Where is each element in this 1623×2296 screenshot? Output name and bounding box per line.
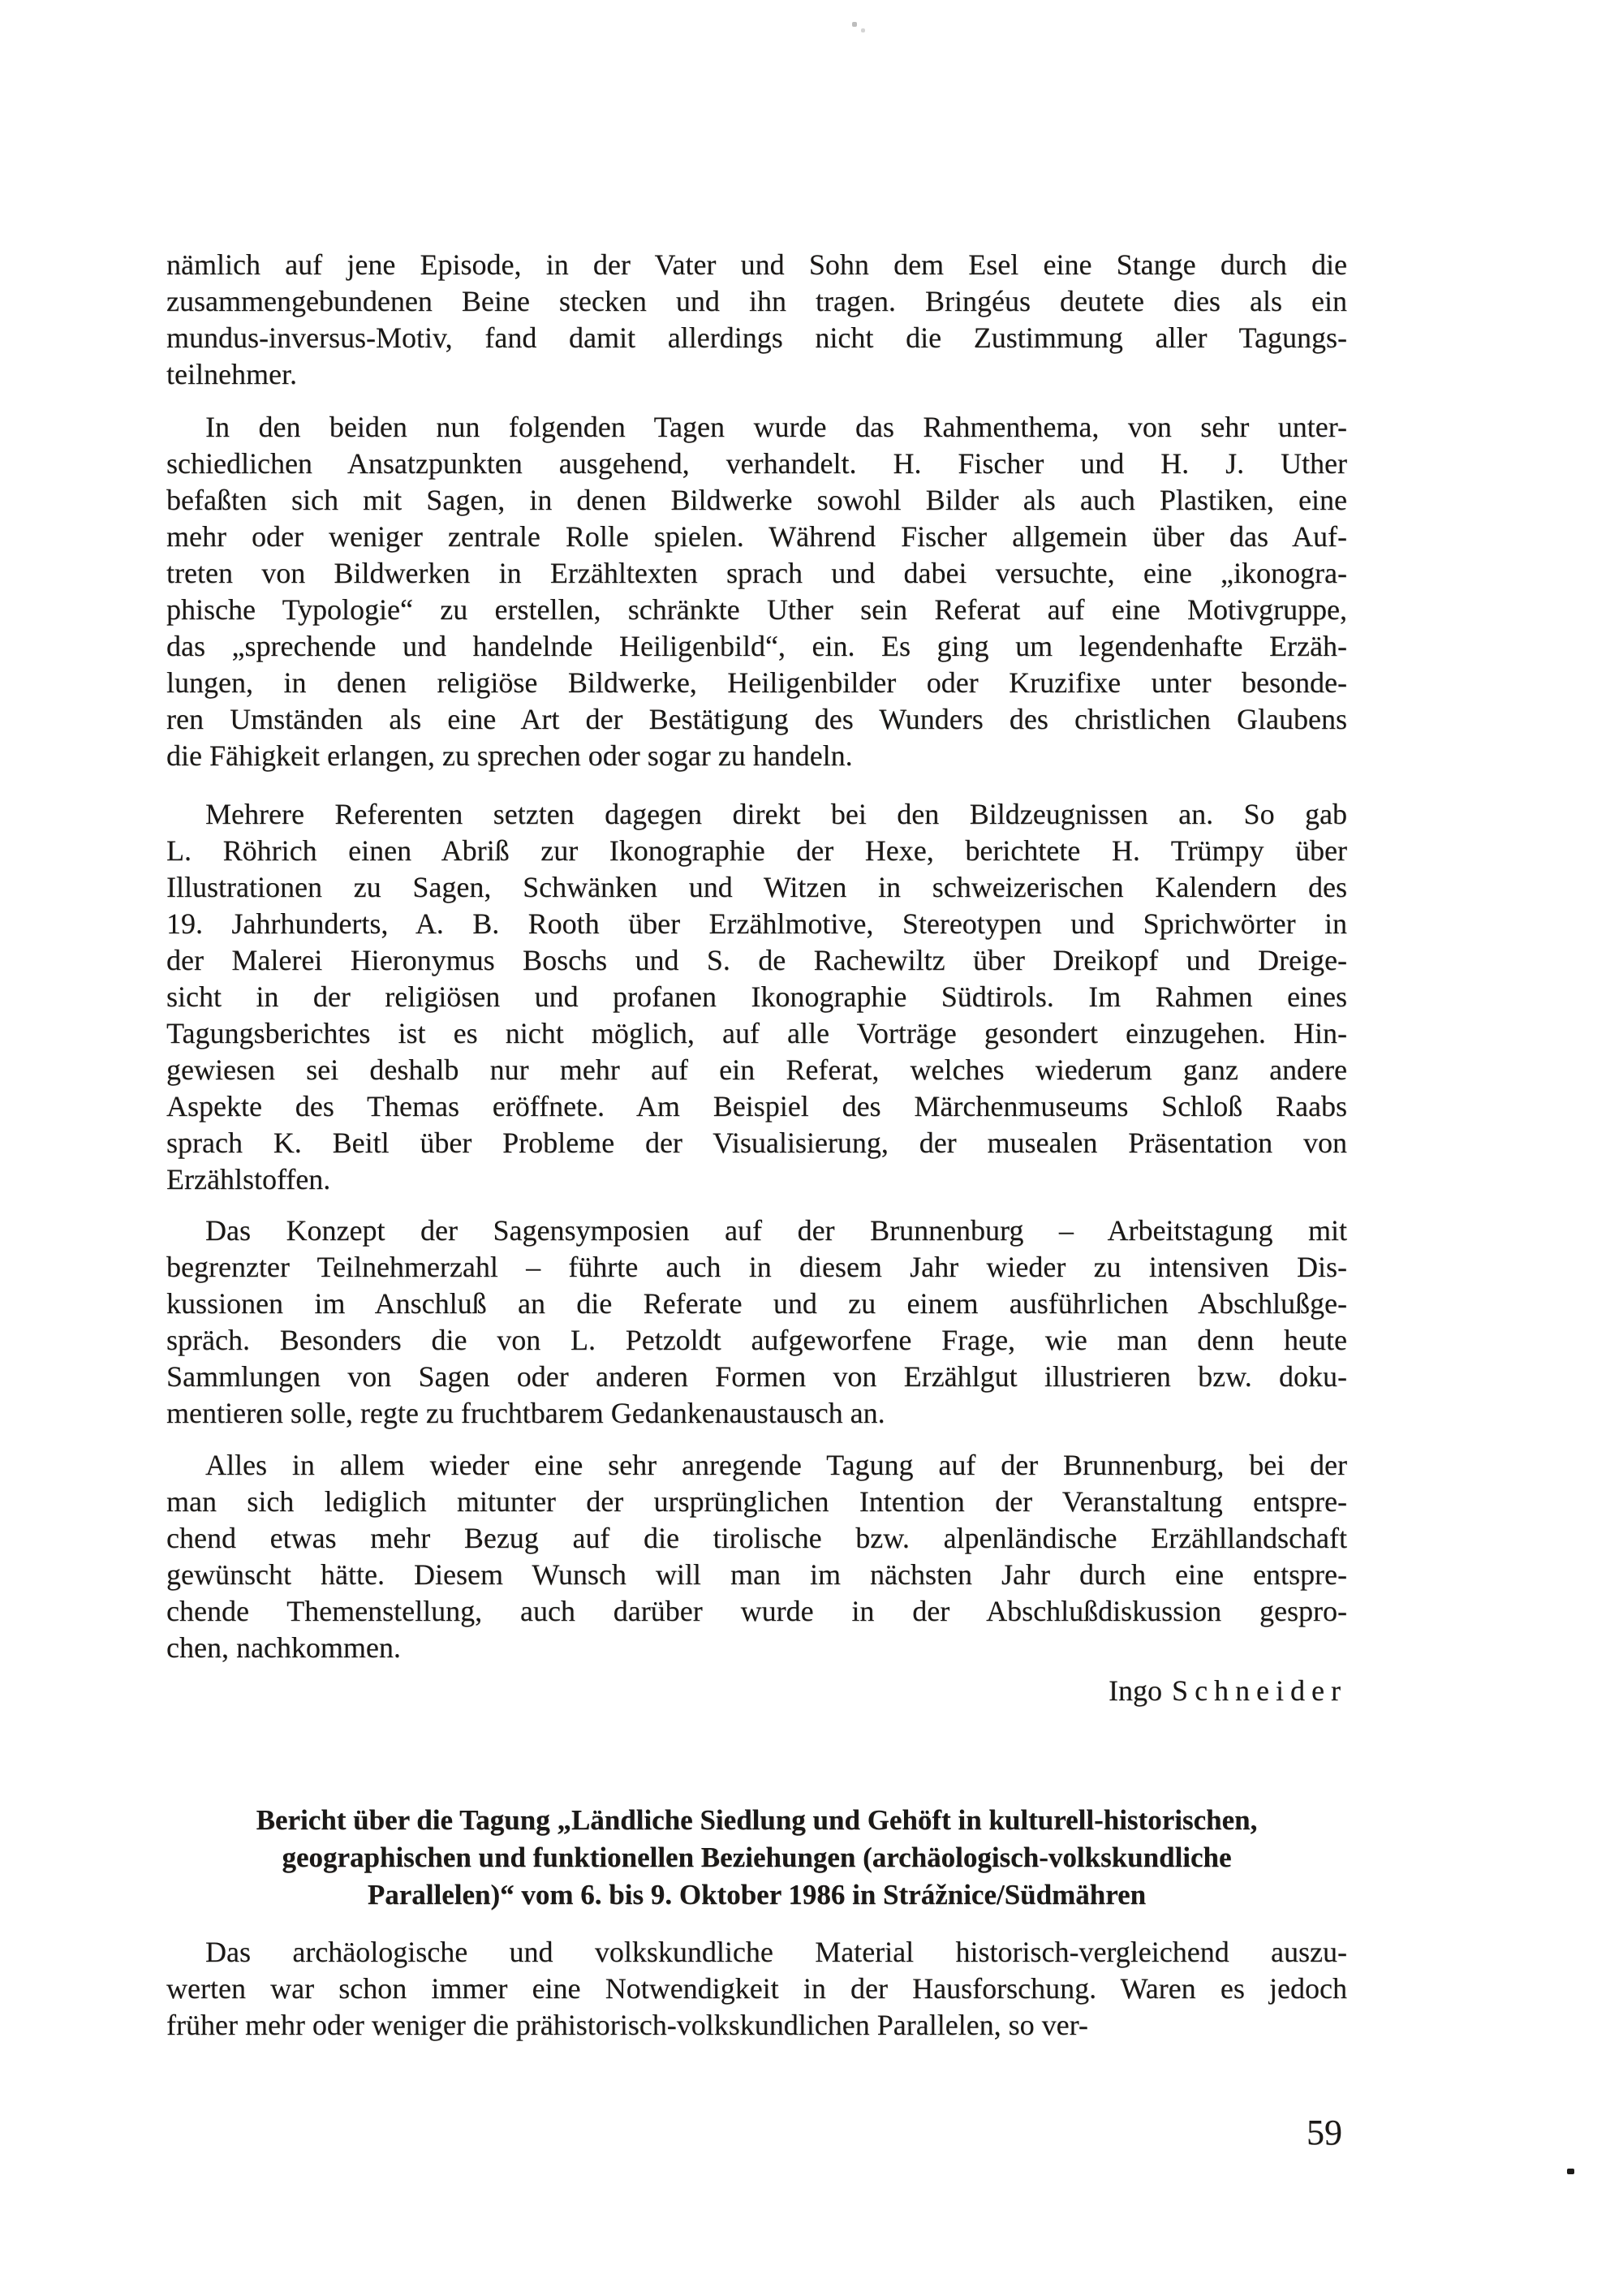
text-line: chend etwas mehr Bezug auf die tirolische bzw. alpenländische Erzähllandschaft — [166, 1522, 1347, 1554]
author-signature — [166, 1673, 1347, 1709]
text-line: In den beiden nun folgenden Tagen wurde das Rahmenthema, von sehr unter- — [205, 411, 1347, 443]
text-line: die Fähigkeit erlangen, zu sprechen oder sogar zu handeln. — [166, 739, 853, 772]
text-line: lungen, in denen religiöse Bildwerke, Heiligenbilder oder Kruzifixe unter besonde- — [166, 666, 1347, 699]
scan-speck — [852, 22, 857, 27]
paragraph-4 — [166, 1213, 1347, 1432]
text-line: Erzählstoffen. — [166, 1163, 331, 1195]
text-line: Bericht über die Tagung „Ländliche Siedlung und Gehöft in kulturell-historischen, — [256, 1804, 1258, 1836]
text-line: sicht in der religiösen und profanen Ikonographie Südtirols. Im Rahmen eines — [166, 980, 1347, 1013]
text-line: Tagungsberichtes ist es nicht möglich, auf alle Vorträge gesondert einzugehen. Hin- — [166, 1017, 1347, 1049]
text-line: nämlich auf jene Episode, in der Vater und Sohn dem Esel eine Stange durch die — [166, 248, 1347, 281]
author-first-name: Ingo — [1109, 1674, 1163, 1707]
text-line: Aspekte des Themas eröffnete. Am Beispiel des Märchenmuseums Schloß Raabs — [166, 1090, 1347, 1122]
text-line: spräch. Besonders die von L. Petzoldt aufgeworfene Frage, wie man denn heute — [166, 1324, 1347, 1356]
paragraph-after-heading — [166, 1934, 1347, 2044]
text-line: gewünscht hätte. Diesem Wunsch will man im nächsten Jahr durch eine entspre- — [166, 1558, 1347, 1591]
text-line: das „sprechende und handelnde Heiligenbild“, ein. Es ging um legendenhafte Erzäh- — [166, 630, 1347, 662]
text-line: Illustrationen zu Sagen, Schwänken und Witzen in schweizerischen Kalendern des — [166, 871, 1347, 903]
text-line: L. Röhrich einen Abriß zur Ikonographie der Hexe, berichtete H. Trümpy über — [166, 834, 1347, 867]
paragraph-2 — [166, 409, 1347, 774]
text-line: man sich lediglich mitunter der ursprünglichen Intention der Veranstaltung entspre- — [166, 1485, 1347, 1518]
text-line: Das archäologische und volkskundliche Material historisch-vergleichend auszu- — [205, 1936, 1347, 1968]
text-line: Sammlungen von Sagen oder anderen Formen von Erzählgut illustrieren bzw. doku- — [166, 1360, 1347, 1393]
text-line: befaßten sich mit Sagen, in denen Bildwerke sowohl Bilder als auch Plastiken, eine — [166, 484, 1347, 516]
text-line: der Malerei Hieronymus Boschs und S. de Rachewiltz über Dreikopf und Dreige- — [166, 944, 1347, 976]
conference-report-heading — [166, 1802, 1347, 1914]
text-line: begrenzter Teilnehmerzahl – führte auch in diesem Jahr wieder zu intensiven Dis- — [166, 1251, 1347, 1283]
text-line: geographischen und funktionellen Beziehungen (archäologisch-volkskundliche — [282, 1842, 1232, 1873]
text-line: 19. Jahrhunderts, A. B. Rooth über Erzählmotive, Stereotypen und Sprichwörter in — [166, 907, 1347, 940]
text-line: gewiesen sei deshalb nur mehr auf ein Referat, welches wiederum ganz andere — [166, 1053, 1347, 1086]
text-line: früher mehr oder weniger die prähistorisch-volkskundlichen Parallelen, so ver- — [166, 2009, 1088, 2041]
text-line: kussionen im Anschluß an die Referate und zu einem ausführlichen Abschlußge- — [166, 1287, 1347, 1320]
text-line: zusammengebundenen Beine stecken und ihn tragen. Bringéus deutete dies als ein — [166, 285, 1347, 317]
page-number: 59 — [1307, 2113, 1342, 2152]
text-line: chende Themenstellung, auch darüber wurde in der Abschlußdiskussion gespro- — [166, 1595, 1347, 1627]
text-line: sprach K. Beitl über Probleme der Visualisierung, der musealen Präsentation von — [166, 1126, 1347, 1159]
text-line: chen, nachkommen. — [166, 1631, 401, 1664]
scan-speck — [1567, 2169, 1574, 2174]
text-line: werten war schon immer eine Notwendigkeit in der Hausforschung. Waren es jedoch — [166, 1972, 1347, 2005]
paragraph-3 — [166, 796, 1347, 1198]
text-line: Das Konzept der Sagensymposien auf der Brunnenburg – Arbeitstagung mit — [205, 1214, 1347, 1247]
text-line: mehr oder weniger zentrale Rolle spielen. Während Fischer allgemein über das Auf- — [166, 520, 1347, 553]
text-line: mentieren solle, regte zu fruchtbarem Gedankenaustausch an. — [166, 1397, 885, 1429]
paragraph-5 — [166, 1447, 1347, 1666]
text-line: ren Umständen als eine Art der Bestätigung des Wunders des christlichen Glaubens — [166, 703, 1347, 735]
text-line: Alles in allem wieder eine sehr anregende Tagung auf der Brunnenburg, bei der — [205, 1449, 1347, 1481]
text-line: Mehrere Referenten setzten dagegen direkt bei den Bildzeugnissen an. So gab — [205, 798, 1347, 830]
text-line: teilnehmer. — [166, 358, 297, 390]
scan-speck — [861, 28, 865, 32]
text-line: mundus-inversus-Motiv, fand damit allerdings nicht die Zustimmung aller Tagungs- — [166, 321, 1347, 354]
text-line: phische Typologie“ zu erstellen, schränkte Uther sein Referat auf eine Motivgruppe, — [166, 593, 1347, 626]
text-line: treten von Bildwerken in Erzähltexten sprach und dabei versuchte, eine „ikonogra- — [166, 557, 1347, 589]
text-line: schiedlichen Ansatzpunkten ausgehend, verhandelt. H. Fischer und H. J. Uther — [166, 447, 1347, 480]
paragraph-continuation — [166, 247, 1347, 393]
text-line: Parallelen)“ vom 6. bis 9. Oktober 1986 in Strážnice/Südmähren — [367, 1879, 1147, 1910]
author-last-name: Schneider — [1172, 1674, 1347, 1707]
